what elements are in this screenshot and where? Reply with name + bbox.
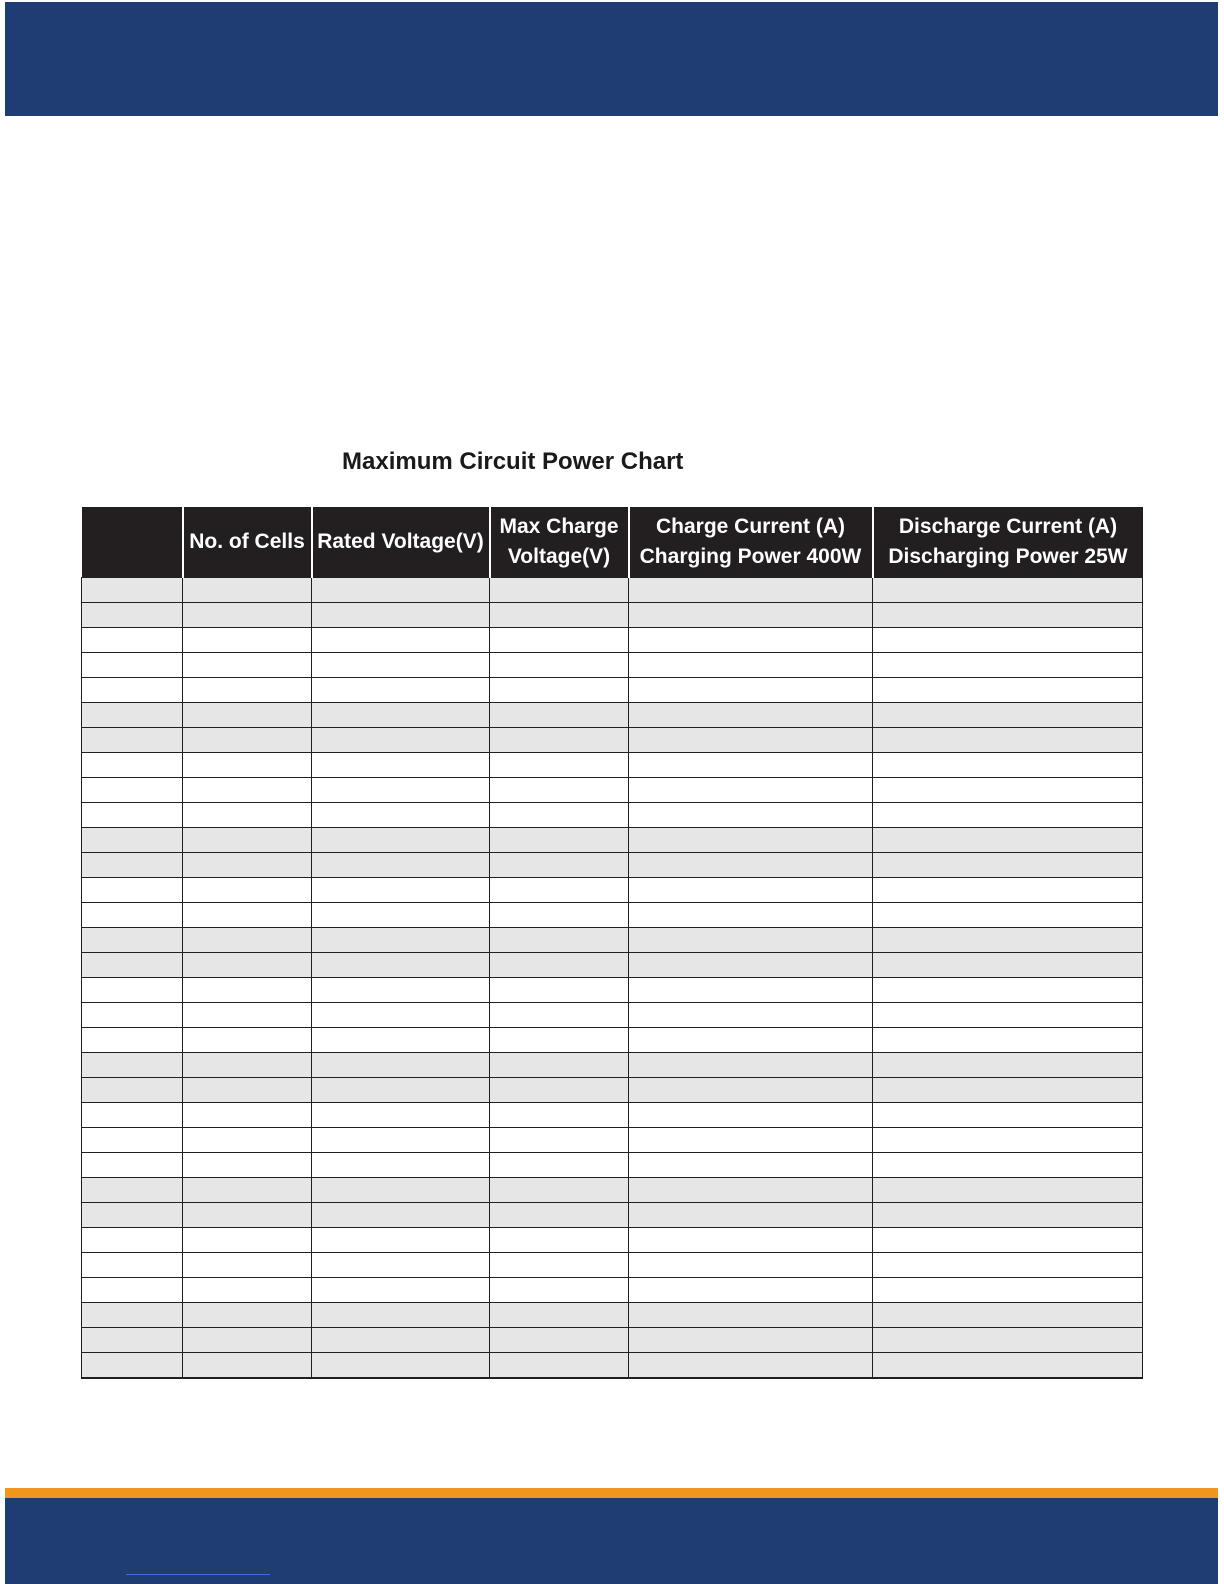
table-row [82, 1053, 1143, 1078]
footer-band [5, 1498, 1218, 1584]
table-cell[interactable] [183, 1328, 312, 1353]
table-cell[interactable] [629, 1303, 873, 1328]
table-row [82, 978, 1143, 1003]
table-cell[interactable] [629, 603, 873, 628]
table-cell[interactable] [82, 803, 183, 828]
table-cell[interactable] [312, 1203, 490, 1228]
table-cell[interactable] [312, 828, 490, 853]
table-cell[interactable] [490, 1178, 629, 1203]
table-cell[interactable] [629, 928, 873, 953]
table-cell[interactable] [183, 1128, 312, 1153]
table-cell[interactable] [490, 728, 629, 753]
table-row [82, 828, 1143, 853]
table-cell[interactable] [629, 1028, 873, 1053]
table-cell[interactable] [629, 1178, 873, 1203]
table-cell[interactable] [629, 653, 873, 678]
table-cell[interactable] [873, 928, 1143, 953]
table-cell[interactable] [312, 653, 490, 678]
table-cell[interactable] [873, 778, 1143, 803]
table-cell[interactable] [82, 753, 183, 778]
table-cell[interactable] [873, 653, 1143, 678]
table-cell[interactable] [82, 903, 183, 928]
table-cell[interactable] [82, 828, 183, 853]
table-cell[interactable] [629, 578, 873, 603]
table-cell[interactable] [629, 1003, 873, 1028]
table-cell[interactable] [873, 1103, 1143, 1128]
table-cell[interactable] [629, 778, 873, 803]
table-header-row [82, 507, 1143, 578]
table-cell[interactable] [873, 1053, 1143, 1078]
table-row [82, 1228, 1143, 1253]
table-cell[interactable] [183, 828, 312, 853]
table-cell[interactable] [82, 1128, 183, 1153]
table-cell[interactable] [873, 753, 1143, 778]
table-cell[interactable] [183, 1003, 312, 1028]
table-cell[interactable] [183, 1078, 312, 1103]
table-cell[interactable] [312, 1328, 490, 1353]
table-cell[interactable] [490, 1253, 629, 1278]
table-cell[interactable] [873, 803, 1143, 828]
table-cell[interactable] [873, 728, 1143, 753]
table-cell[interactable] [183, 978, 312, 1003]
table-cell[interactable] [490, 1003, 629, 1028]
table-cell[interactable] [82, 1253, 183, 1278]
table-cell[interactable] [873, 1003, 1143, 1028]
table-cell[interactable] [312, 1078, 490, 1103]
table-cell[interactable] [312, 1153, 490, 1178]
table-cell[interactable] [873, 878, 1143, 903]
table-cell[interactable] [312, 1353, 490, 1379]
table-cell[interactable] [183, 1278, 312, 1303]
table-cell[interactable] [312, 853, 490, 878]
table-row [82, 1078, 1143, 1103]
table-row [82, 653, 1143, 678]
table-cell[interactable] [490, 703, 629, 728]
table-cell[interactable] [873, 953, 1143, 978]
table-body [82, 578, 1143, 1379]
table-cell[interactable] [873, 1353, 1143, 1379]
table-cell[interactable] [312, 903, 490, 928]
table-cell[interactable] [873, 1178, 1143, 1203]
table-cell[interactable] [873, 1203, 1143, 1228]
table-cell[interactable] [183, 1178, 312, 1203]
table-cell[interactable] [312, 678, 490, 703]
table-cell[interactable] [312, 978, 490, 1003]
table-row [82, 1253, 1143, 1278]
table-row [82, 1153, 1143, 1178]
table-cell[interactable] [82, 578, 183, 603]
table-cell[interactable] [629, 1353, 873, 1379]
table-cell[interactable] [629, 803, 873, 828]
table-cell[interactable] [183, 603, 312, 628]
power-chart-table [81, 507, 1143, 1379]
table-row [82, 1128, 1143, 1153]
table-cell[interactable] [183, 1153, 312, 1178]
table-cell[interactable] [490, 1328, 629, 1353]
table-cell[interactable] [629, 953, 873, 978]
column-header-max-charge-voltage: Max Charge Voltage(V) [490, 507, 629, 578]
table-row [82, 1353, 1143, 1379]
table-cell[interactable] [312, 728, 490, 753]
table-cell[interactable] [82, 1278, 183, 1303]
table-cell[interactable] [82, 878, 183, 903]
table-cell[interactable] [629, 1078, 873, 1103]
table-cell[interactable] [312, 1103, 490, 1128]
table-cell[interactable] [183, 578, 312, 603]
table-row [82, 603, 1143, 628]
table-cell[interactable] [183, 678, 312, 703]
table-cell[interactable] [873, 603, 1143, 628]
table-cell[interactable] [629, 1128, 873, 1153]
table-cell[interactable] [82, 1153, 183, 1178]
table-cell[interactable] [490, 1128, 629, 1153]
table-cell[interactable] [490, 978, 629, 1003]
table-cell[interactable] [873, 1253, 1143, 1278]
table-cell[interactable] [490, 1353, 629, 1379]
table-cell[interactable] [312, 778, 490, 803]
table-cell[interactable] [490, 853, 629, 878]
table-cell[interactable] [82, 1003, 183, 1028]
table-cell[interactable] [82, 653, 183, 678]
table-cell[interactable] [82, 628, 183, 653]
table-cell[interactable] [629, 678, 873, 703]
table-cell[interactable] [873, 903, 1143, 928]
column-header-charge-current: Charge Current (A) Charging Power 400W [629, 507, 873, 578]
table-cell[interactable] [82, 678, 183, 703]
table-cell[interactable] [490, 878, 629, 903]
table-row [82, 803, 1143, 828]
table-cell[interactable] [183, 928, 312, 953]
table-cell[interactable] [312, 603, 490, 628]
table-cell[interactable] [82, 1203, 183, 1228]
table-cell[interactable] [183, 753, 312, 778]
table-cell[interactable] [629, 703, 873, 728]
table-cell[interactable] [82, 853, 183, 878]
table-cell[interactable] [629, 1253, 873, 1278]
table-cell[interactable] [629, 878, 873, 903]
table-cell[interactable] [82, 603, 183, 628]
table-cell[interactable] [183, 1353, 312, 1379]
table-row [82, 1003, 1143, 1028]
table-cell[interactable] [873, 578, 1143, 603]
table-cell[interactable] [490, 578, 629, 603]
table-cell[interactable] [873, 703, 1143, 728]
table-cell[interactable] [183, 628, 312, 653]
table-row [82, 953, 1143, 978]
table-cell[interactable] [183, 803, 312, 828]
footer-link-underline[interactable] [126, 1574, 270, 1575]
table-row [82, 1328, 1143, 1353]
table-cell[interactable] [873, 1303, 1143, 1328]
table-cell[interactable] [183, 1103, 312, 1128]
table-cell[interactable] [312, 1303, 490, 1328]
column-header-no-of-cells: No. of Cells [183, 507, 312, 578]
table-cell[interactable] [312, 753, 490, 778]
table-cell[interactable] [312, 1028, 490, 1053]
table-row [82, 1278, 1143, 1303]
table-row [82, 778, 1143, 803]
table-row [82, 728, 1143, 753]
table-cell[interactable] [183, 1028, 312, 1053]
table-cell[interactable] [629, 1153, 873, 1178]
table-row [82, 853, 1143, 878]
table-row [82, 878, 1143, 903]
table-cell[interactable] [312, 628, 490, 653]
chart-title: Maximum Circuit Power Chart [342, 448, 684, 475]
table-cell[interactable] [183, 1203, 312, 1228]
table-row [82, 628, 1143, 653]
table-cell[interactable] [490, 828, 629, 853]
table-cell[interactable] [312, 1128, 490, 1153]
table-cell[interactable] [183, 853, 312, 878]
table-row [82, 678, 1143, 703]
table-cell[interactable] [629, 978, 873, 1003]
table-cell[interactable] [490, 778, 629, 803]
footer-accent-stripe [5, 1488, 1218, 1498]
table-row [82, 903, 1143, 928]
header-band [5, 2, 1218, 116]
table-row [82, 578, 1143, 603]
table-row [82, 928, 1143, 953]
table-cell[interactable] [873, 1078, 1143, 1103]
table-cell[interactable] [629, 903, 873, 928]
table-cell[interactable] [183, 903, 312, 928]
table-cell[interactable] [873, 1278, 1143, 1303]
table-cell[interactable] [629, 1103, 873, 1128]
table-cell[interactable] [629, 728, 873, 753]
table-row [82, 1203, 1143, 1228]
table-cell[interactable] [183, 878, 312, 903]
table-cell[interactable] [490, 1278, 629, 1303]
table-cell[interactable] [873, 853, 1143, 878]
table-cell[interactable] [82, 1053, 183, 1078]
table-cell[interactable] [183, 1303, 312, 1328]
table-cell[interactable] [82, 1078, 183, 1103]
table-cell[interactable] [490, 678, 629, 703]
table-cell[interactable] [183, 703, 312, 728]
column-header-rated-voltage: Rated Voltage(V) [312, 507, 490, 578]
table-cell[interactable] [183, 1053, 312, 1078]
table-cell[interactable] [490, 1228, 629, 1253]
table-cell[interactable] [82, 1228, 183, 1253]
column-header-blank [82, 507, 183, 578]
table-cell[interactable] [629, 1203, 873, 1228]
table-cell[interactable] [183, 953, 312, 978]
table-cell[interactable] [873, 1328, 1143, 1353]
table-cell[interactable] [312, 1253, 490, 1278]
table-cell[interactable] [629, 1053, 873, 1078]
table-cell[interactable] [873, 1228, 1143, 1253]
table-cell[interactable] [82, 1028, 183, 1053]
table-cell[interactable] [873, 978, 1143, 1003]
table-cell[interactable] [490, 1153, 629, 1178]
table-cell[interactable] [490, 928, 629, 953]
table-cell[interactable] [312, 928, 490, 953]
table-cell[interactable] [490, 603, 629, 628]
table-cell[interactable] [183, 653, 312, 678]
table-cell[interactable] [312, 578, 490, 603]
table-cell[interactable] [490, 1078, 629, 1103]
table-cell[interactable] [82, 1178, 183, 1203]
table-cell[interactable] [183, 728, 312, 753]
table-cell[interactable] [490, 1203, 629, 1228]
table-cell[interactable] [490, 1053, 629, 1078]
table-cell[interactable] [629, 628, 873, 653]
table-cell[interactable] [82, 928, 183, 953]
table-cell[interactable] [490, 1103, 629, 1128]
table-cell[interactable] [312, 1003, 490, 1028]
table-cell[interactable] [490, 628, 629, 653]
table-cell[interactable] [873, 1028, 1143, 1053]
table-cell[interactable] [873, 678, 1143, 703]
table-cell[interactable] [183, 1228, 312, 1253]
table-cell[interactable] [82, 953, 183, 978]
table-cell[interactable] [490, 1028, 629, 1053]
table-cell[interactable] [82, 778, 183, 803]
table-cell[interactable] [82, 1328, 183, 1353]
table-cell[interactable] [82, 1103, 183, 1128]
table-cell[interactable] [629, 753, 873, 778]
table-cell[interactable] [873, 628, 1143, 653]
table-cell[interactable] [873, 1128, 1143, 1153]
table-cell[interactable] [312, 1178, 490, 1203]
table-cell[interactable] [629, 853, 873, 878]
table-cell[interactable] [629, 1328, 873, 1353]
table-cell[interactable] [82, 1303, 183, 1328]
table-cell[interactable] [312, 1278, 490, 1303]
table-cell[interactable] [629, 1278, 873, 1303]
table-cell[interactable] [490, 903, 629, 928]
table-cell[interactable] [312, 703, 490, 728]
table-cell[interactable] [490, 1303, 629, 1328]
table-cell[interactable] [490, 803, 629, 828]
table-cell[interactable] [312, 803, 490, 828]
table-row [82, 1028, 1143, 1053]
table-cell[interactable] [82, 728, 183, 753]
table-cell[interactable] [490, 653, 629, 678]
table-cell[interactable] [490, 753, 629, 778]
table-cell[interactable] [312, 1053, 490, 1078]
table-row [82, 1303, 1143, 1328]
table-row [82, 753, 1143, 778]
table-cell[interactable] [82, 978, 183, 1003]
table-cell[interactable] [183, 1253, 312, 1278]
table-row [82, 1178, 1143, 1203]
table-cell[interactable] [490, 953, 629, 978]
table-cell[interactable] [629, 828, 873, 853]
table-cell[interactable] [312, 953, 490, 978]
table-cell[interactable] [873, 1153, 1143, 1178]
table-cell[interactable] [183, 778, 312, 803]
table-row [82, 1103, 1143, 1128]
table-cell[interactable] [312, 878, 490, 903]
table-cell[interactable] [82, 703, 183, 728]
table-row [82, 703, 1143, 728]
table-cell[interactable] [873, 828, 1143, 853]
table-cell[interactable] [629, 1228, 873, 1253]
column-header-discharge-current: Discharge Current (A) Discharging Power 25W [873, 507, 1143, 578]
table-cell[interactable] [312, 1228, 490, 1253]
table-cell[interactable] [82, 1353, 183, 1379]
